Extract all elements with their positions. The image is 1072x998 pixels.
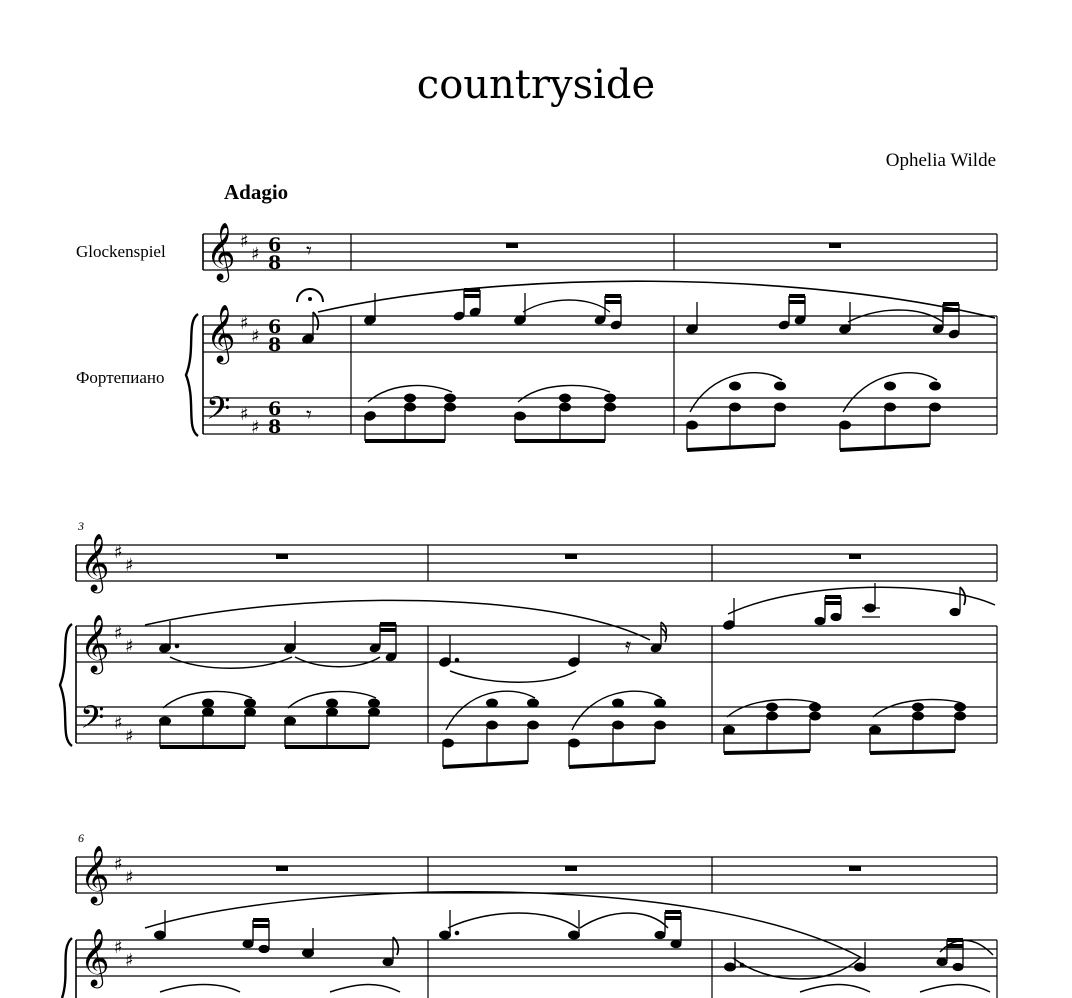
eighth-rest-icon: 𝄾 — [306, 403, 312, 428]
composer-name: Ophelia Wilde — [885, 150, 996, 171]
whole-rest-icon — [276, 554, 288, 559]
svg-text:8: 8 — [268, 334, 282, 356]
tempo-marking: Adagio — [224, 180, 289, 204]
instrument-name-piano: Фортепиано — [76, 368, 165, 387]
key-sharp-icon: ♯ — [240, 313, 249, 334]
whole-rest-icon — [565, 866, 577, 871]
svg-text:♯: ♯ — [125, 726, 134, 747]
key-sharp-icon: ♯ — [240, 231, 249, 252]
measure-number: 6 — [78, 831, 84, 845]
treble-clef-icon: 𝄞 — [206, 222, 236, 280]
instrument-name-glockenspiel: Glockenspiel — [76, 242, 166, 261]
staff-piano-treble — [76, 626, 997, 662]
system-3 — [62, 857, 997, 998]
treble-clef-icon: 𝄞 — [80, 845, 110, 903]
whole-rest-icon — [565, 554, 577, 559]
whole-rest-icon — [849, 554, 861, 559]
key-sharp-icon: ♯ — [251, 326, 260, 347]
whole-rest-icon — [829, 243, 841, 248]
system-2 — [60, 545, 997, 746]
piano-brace — [62, 938, 72, 998]
whole-rest-icon — [506, 243, 518, 248]
key-sharp-icon: ♯ — [251, 417, 260, 438]
svg-text:♯: ♯ — [125, 636, 134, 657]
staff-piano-bass — [203, 398, 997, 434]
svg-text:♯: ♯ — [114, 854, 123, 875]
key-sharp-icon: ♯ — [240, 404, 249, 425]
system-1-glyphs — [206, 222, 841, 438]
svg-text:6: 6 — [268, 398, 282, 420]
system-1-bass-notes — [363, 373, 940, 450]
svg-text:6: 6 — [268, 234, 282, 256]
system-2-glyphs — [77, 519, 861, 747]
staff-glockenspiel — [203, 234, 997, 270]
treble-clef-icon: 𝄞 — [80, 614, 110, 672]
treble-clef-icon: 𝄞 — [206, 304, 236, 362]
time-signature — [268, 234, 281, 438]
bass-clef-icon: 𝄢 — [206, 390, 231, 434]
piano-brace — [186, 314, 198, 436]
svg-text:6: 6 — [268, 316, 282, 338]
staff-glockenspiel — [76, 545, 997, 581]
staff-glockenspiel — [76, 857, 997, 893]
system-2-notes — [145, 583, 995, 682]
treble-clef-icon: 𝄞 — [80, 533, 110, 591]
svg-text:♯: ♯ — [114, 713, 123, 734]
treble-clef-icon: 𝄞 — [80, 928, 110, 986]
svg-text:♯: ♯ — [125, 867, 134, 888]
eighth-rest-icon: 𝄾 — [306, 239, 312, 264]
svg-text:♯: ♯ — [114, 542, 123, 563]
svg-text:8: 8 — [268, 416, 282, 438]
system-3-notes — [145, 892, 993, 992]
score-title: countryside — [416, 62, 656, 108]
piano-brace — [60, 624, 72, 746]
svg-text:♯: ♯ — [125, 950, 134, 971]
bass-clef-icon: 𝄢 — [80, 699, 105, 743]
svg-text:♯: ♯ — [114, 623, 123, 644]
whole-rest-icon — [276, 866, 288, 871]
measure-number: 3 — [78, 519, 84, 533]
system-2-bass-notes — [160, 691, 966, 767]
system-1-notes — [301, 281, 995, 344]
svg-text:♯: ♯ — [125, 555, 134, 576]
whole-rest-icon — [849, 866, 861, 871]
sixteenth-rest-icon: 𝄿 — [625, 633, 632, 657]
key-sharp-icon: ♯ — [251, 244, 260, 265]
svg-text:8: 8 — [268, 252, 282, 274]
svg-text:♯: ♯ — [114, 937, 123, 958]
